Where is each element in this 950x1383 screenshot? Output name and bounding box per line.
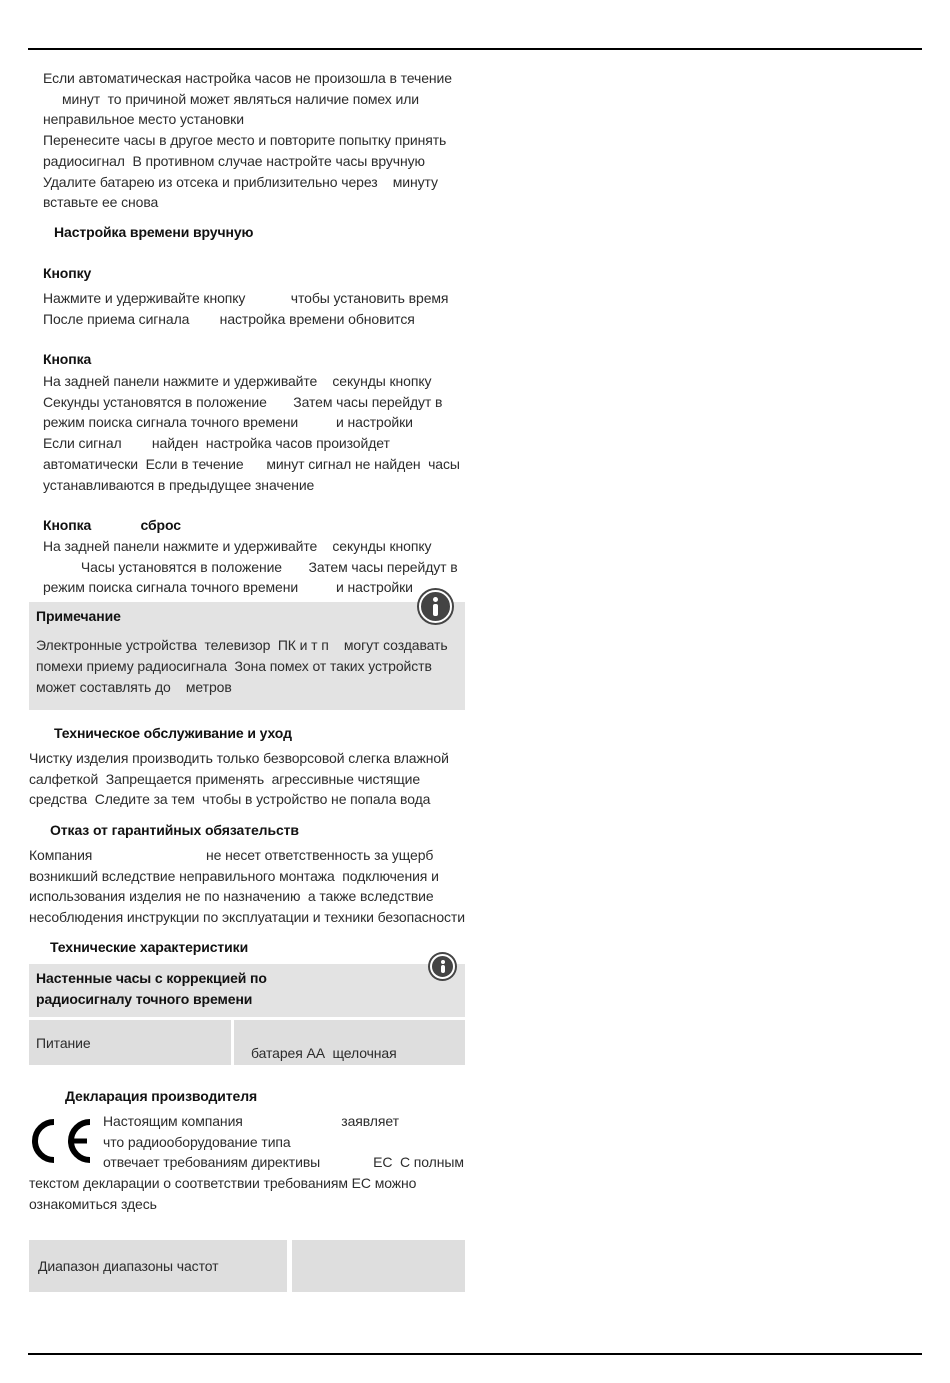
frequency-label: Диапазон диапазоны частот (38, 1258, 219, 1274)
text-line: средства Следите за тем чтобы в устройство не попала вода (29, 791, 431, 808)
bottom-rule (28, 1353, 922, 1355)
text-line: режим поиска сигнала точного времени и настройки (43, 579, 413, 596)
button1-title: Кнопку (43, 265, 92, 281)
text-line: возникший вследствие неправильного монтажа подключения и (29, 867, 439, 884)
text-line: На задней панели нажмите и удерживайте секунды кнопку (43, 538, 432, 554)
text-line: автоматически Если в течение минут сигнал не найден часы (43, 455, 460, 472)
section-heading-declaration: Декларация производителя (65, 1088, 258, 1104)
info-icon (419, 590, 452, 623)
specs-product-box (29, 964, 465, 1017)
note-title: Примечание (36, 608, 121, 624)
ce-logo-icon (28, 1118, 94, 1164)
text-line: Настоящим компания заявляет (103, 1113, 399, 1129)
text-line: использования изделия не по назначению а также вследствие (29, 888, 434, 905)
section-heading-warranty: Отказ от гарантийных обязательств (50, 822, 299, 838)
product-name-line: радиосигналу точного времени (36, 991, 253, 1007)
spec-label-cell (29, 1020, 231, 1065)
text-line: Нажмите и удерживайте кнопку чтобы установить время (43, 290, 449, 306)
product-name-line: Настенные часы с коррекцией по (36, 970, 267, 986)
text-line: Компания не несет ответственность за ущерб (29, 847, 434, 863)
text-line: Если сигнал найден настройка часов произойдет (43, 435, 390, 452)
button3-title: Кнопка сброс (43, 517, 181, 533)
text-line: радиосигнал В противном случае настройте часы вручную (43, 152, 425, 169)
text-line: вставьте ее снова (43, 194, 159, 211)
text-line: Чистку изделия производить только безворсовой слегка влажной (29, 750, 449, 766)
text-line: несоблюдения инструкции по эксплуатации и техники безопасности (29, 909, 465, 926)
button2-title: Кнопка (43, 351, 92, 367)
top-rule (28, 48, 922, 50)
section-heading-maintenance: Техническое обслуживание и уход (54, 725, 292, 741)
section-heading-specs: Технические характеристики (50, 939, 249, 955)
text-line: текстом декларации о соответствии требованиям ЕС можно (29, 1175, 417, 1192)
section-heading-manual-time: Настройка времени вручную (54, 224, 254, 240)
frequency-label-cell (29, 1240, 287, 1292)
note-box (29, 602, 465, 710)
text-line: может составлять до метров (36, 679, 232, 695)
text-line: Электронные устройства телевизор ПК и т п могут создавать (36, 637, 448, 653)
text-line: Перенесите часы в другое место и повторите попытку принять (43, 132, 447, 149)
text-line: Удалите батарею из отсека и приблизительно через минуту (43, 173, 438, 190)
text-line: устанавливаются в предыдущее значение (43, 476, 315, 493)
text-line: помехи приему радиосигнала Зона помех от таких устройств (36, 658, 432, 674)
frequency-value-cell (292, 1240, 465, 1292)
text-line: ознакомиться здесь (29, 1195, 157, 1212)
text-line: что радиооборудование типа (103, 1133, 291, 1150)
text-line: На задней панели нажмите и удерживайте секунды кнопку (43, 373, 432, 389)
text-line: Секунды установятся в положение Затем часы перейдут в (43, 393, 443, 410)
text-line: неправильное место установки (43, 111, 244, 128)
info-icon (430, 954, 455, 979)
text-line: салфеткой Запрещается применять агрессивные чистящие (29, 770, 421, 787)
power-value: батарея АА щелочная (251, 1045, 397, 1061)
text-line: После приема сигнала настройка времени обновится (43, 311, 415, 327)
text-line: Если автоматическая настройка часов не произошла в течение (43, 70, 452, 86)
text-line: Часы установятся в положение Затем часы перейдут в (43, 558, 458, 575)
power-label: Питание (36, 1035, 91, 1051)
spec-value-cell (234, 1020, 465, 1065)
text-line: отвечает требованиям директивы ЕС С полным (103, 1154, 464, 1171)
text-line: минут то причиной может являться наличие помех или (43, 90, 420, 107)
text-line: режим поиска сигнала точного времени и настройки (43, 414, 413, 431)
